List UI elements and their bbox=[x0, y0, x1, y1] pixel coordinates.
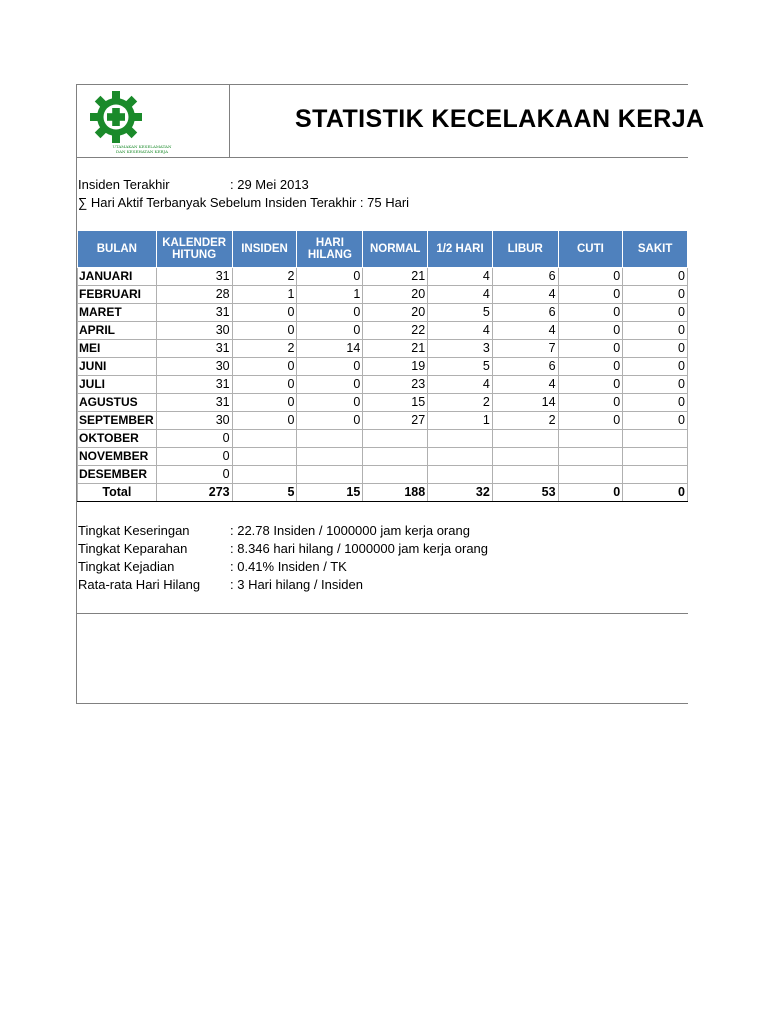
insiden-terakhir-label: Insiden Terakhir bbox=[78, 177, 170, 192]
value-cell: 14 bbox=[297, 340, 363, 358]
value-cell: 31 bbox=[156, 340, 232, 358]
total-value-cell: 15 bbox=[297, 484, 363, 502]
value-cell bbox=[428, 466, 493, 484]
month-cell: DESEMBER bbox=[78, 466, 157, 484]
value-cell bbox=[623, 430, 688, 448]
value-cell: 4 bbox=[428, 376, 493, 394]
value-cell: 0 bbox=[297, 412, 363, 430]
table-row bbox=[78, 448, 688, 466]
value-cell: 0 bbox=[558, 376, 623, 394]
total-value-cell: 273 bbox=[156, 484, 232, 502]
month-cell: AGUSTUS bbox=[78, 394, 157, 412]
value-cell: 0 bbox=[156, 466, 232, 484]
accident-statistics-table bbox=[77, 230, 688, 502]
value-cell: 15 bbox=[363, 394, 428, 412]
column-header: KALENDER HITUNG bbox=[156, 231, 232, 268]
value-cell: 0 bbox=[558, 304, 623, 322]
total-value-cell: 188 bbox=[363, 484, 428, 502]
value-cell: 3 bbox=[428, 340, 493, 358]
value-cell: 0 bbox=[558, 268, 623, 286]
stat-value: : 3 Hari hilang / Insiden bbox=[230, 577, 363, 592]
value-cell: 4 bbox=[492, 286, 558, 304]
stat-label: Tingkat Keparahan bbox=[78, 541, 188, 556]
value-cell: 31 bbox=[156, 394, 232, 412]
value-cell: 31 bbox=[156, 304, 232, 322]
value-cell: 6 bbox=[492, 304, 558, 322]
month-cell: FEBRUARI bbox=[78, 286, 157, 304]
value-cell: 4 bbox=[492, 376, 558, 394]
value-cell: 0 bbox=[623, 358, 688, 376]
total-value-cell: 0 bbox=[623, 484, 688, 502]
value-cell: 4 bbox=[428, 268, 493, 286]
month-cell: MARET bbox=[78, 304, 157, 322]
column-header: LIBUR bbox=[492, 231, 558, 268]
value-cell: 0 bbox=[232, 394, 297, 412]
value-cell bbox=[623, 466, 688, 484]
value-cell: 22 bbox=[363, 322, 428, 340]
value-cell: 2 bbox=[232, 340, 297, 358]
month-cell: MEI bbox=[78, 340, 157, 358]
value-cell: 21 bbox=[363, 340, 428, 358]
value-cell: 0 bbox=[232, 322, 297, 340]
table-row bbox=[78, 322, 688, 340]
value-cell: 0 bbox=[297, 268, 363, 286]
value-cell: 0 bbox=[297, 304, 363, 322]
value-cell bbox=[492, 430, 558, 448]
month-cell: NOVEMBER bbox=[78, 448, 157, 466]
value-cell: 0 bbox=[558, 412, 623, 430]
value-cell: 0 bbox=[558, 286, 623, 304]
value-cell: 6 bbox=[492, 268, 558, 286]
stat-label: Rata-rata Hari Hilang bbox=[78, 577, 201, 592]
value-cell bbox=[297, 466, 363, 484]
logo-caption-line2: DAN KESEHATAN KERJA bbox=[115, 149, 169, 154]
value-cell: 28 bbox=[156, 286, 232, 304]
month-cell: OKTOBER bbox=[78, 430, 157, 448]
value-cell bbox=[363, 430, 428, 448]
value-cell: 2 bbox=[492, 412, 558, 430]
value-cell: 0 bbox=[623, 340, 688, 358]
table-row bbox=[78, 394, 688, 412]
value-cell: 5 bbox=[428, 304, 493, 322]
value-cell: 19 bbox=[363, 358, 428, 376]
logo-cell bbox=[77, 85, 230, 157]
value-cell bbox=[363, 466, 428, 484]
table-body bbox=[78, 268, 688, 502]
total-value-cell: 5 bbox=[232, 484, 297, 502]
divider bbox=[77, 613, 688, 614]
value-cell: 31 bbox=[156, 268, 232, 286]
table-row bbox=[78, 304, 688, 322]
value-cell bbox=[428, 430, 493, 448]
total-value-cell: 53 bbox=[492, 484, 558, 502]
value-cell: 0 bbox=[156, 430, 232, 448]
column-header: HARI HILANG bbox=[297, 231, 363, 268]
table-row bbox=[78, 430, 688, 448]
value-cell: 20 bbox=[363, 304, 428, 322]
k3-logo-icon bbox=[86, 89, 146, 145]
value-cell: 1 bbox=[232, 286, 297, 304]
stat-value: : 0.41% Insiden / TK bbox=[230, 559, 347, 574]
month-cell: APRIL bbox=[78, 322, 157, 340]
value-cell bbox=[297, 448, 363, 466]
column-header: SAKIT bbox=[623, 231, 688, 268]
table-row bbox=[78, 376, 688, 394]
total-label: Total bbox=[78, 484, 157, 502]
value-cell: 23 bbox=[363, 376, 428, 394]
table-row bbox=[78, 286, 688, 304]
table-row bbox=[78, 466, 688, 484]
value-cell: 31 bbox=[156, 376, 232, 394]
column-header: 1/2 HARI bbox=[428, 231, 493, 268]
value-cell: 2 bbox=[232, 268, 297, 286]
column-header: CUTI bbox=[558, 231, 623, 268]
value-cell: 0 bbox=[297, 358, 363, 376]
value-cell: 21 bbox=[363, 268, 428, 286]
insiden-terakhir-value: : 29 Mei 2013 bbox=[230, 177, 309, 192]
value-cell: 0 bbox=[558, 358, 623, 376]
value-cell: 14 bbox=[492, 394, 558, 412]
value-cell bbox=[363, 448, 428, 466]
report-header bbox=[77, 85, 705, 158]
value-cell: 0 bbox=[623, 322, 688, 340]
value-cell: 0 bbox=[623, 412, 688, 430]
value-cell: 20 bbox=[363, 286, 428, 304]
value-cell: 27 bbox=[363, 412, 428, 430]
month-cell: SEPTEMBER bbox=[78, 412, 157, 430]
value-cell bbox=[232, 430, 297, 448]
value-cell bbox=[492, 466, 558, 484]
logo-caption bbox=[102, 144, 182, 154]
value-cell bbox=[428, 448, 493, 466]
logo-caption-line1: UTAMAKAN KESELAMATAN bbox=[112, 144, 172, 149]
stat-value: : 22.78 Insiden / 1000000 jam kerja orang bbox=[230, 523, 470, 538]
value-cell: 0 bbox=[232, 376, 297, 394]
hari-aktif-text: ∑ Hari Aktif Terbanyak Sebelum Insiden Terakhir : 75 Hari bbox=[78, 195, 410, 210]
value-cell bbox=[297, 430, 363, 448]
value-cell bbox=[232, 448, 297, 466]
value-cell: 0 bbox=[232, 304, 297, 322]
value-cell: 0 bbox=[623, 394, 688, 412]
stat-label: Tingkat Kejadian bbox=[78, 559, 175, 574]
stat-label: Tingkat Keseringan bbox=[78, 523, 190, 538]
value-cell: 30 bbox=[156, 322, 232, 340]
table-row bbox=[78, 340, 688, 358]
value-cell: 0 bbox=[623, 286, 688, 304]
value-cell bbox=[558, 430, 623, 448]
stat-value: : 8.346 hari hilang / 1000000 jam kerja orang bbox=[230, 541, 489, 556]
value-cell: 0 bbox=[623, 376, 688, 394]
total-value-cell: 32 bbox=[428, 484, 493, 502]
report-sheet bbox=[76, 84, 705, 704]
value-cell bbox=[232, 466, 297, 484]
value-cell: 4 bbox=[428, 322, 493, 340]
value-cell bbox=[558, 448, 623, 466]
table-row bbox=[78, 358, 688, 376]
value-cell: 0 bbox=[558, 340, 623, 358]
value-cell: 2 bbox=[428, 394, 493, 412]
table-header-row bbox=[78, 231, 688, 268]
value-cell: 0 bbox=[297, 394, 363, 412]
value-cell: 4 bbox=[428, 286, 493, 304]
column-header: INSIDEN bbox=[232, 231, 297, 268]
value-cell: 30 bbox=[156, 412, 232, 430]
value-cell: 7 bbox=[492, 340, 558, 358]
value-cell: 0 bbox=[232, 358, 297, 376]
total-row bbox=[78, 484, 688, 502]
value-cell: 6 bbox=[492, 358, 558, 376]
value-cell: 5 bbox=[428, 358, 493, 376]
value-cell: 0 bbox=[156, 448, 232, 466]
value-cell: 1 bbox=[428, 412, 493, 430]
value-cell bbox=[492, 448, 558, 466]
value-cell: 0 bbox=[623, 304, 688, 322]
table-row bbox=[78, 268, 688, 286]
month-cell: JULI bbox=[78, 376, 157, 394]
value-cell: 0 bbox=[297, 322, 363, 340]
value-cell: 30 bbox=[156, 358, 232, 376]
value-cell: 0 bbox=[232, 412, 297, 430]
month-cell: JANUARI bbox=[78, 268, 157, 286]
total-value-cell: 0 bbox=[558, 484, 623, 502]
value-cell: 1 bbox=[297, 286, 363, 304]
column-header: BULAN bbox=[78, 231, 157, 268]
month-cell: JUNI bbox=[78, 358, 157, 376]
value-cell: 0 bbox=[297, 376, 363, 394]
value-cell: 0 bbox=[623, 268, 688, 286]
value-cell: 4 bbox=[492, 322, 558, 340]
value-cell bbox=[623, 448, 688, 466]
page-title: STATISTIK KECELAKAAN KERJA bbox=[295, 105, 705, 133]
value-cell bbox=[558, 466, 623, 484]
value-cell: 0 bbox=[558, 394, 623, 412]
table-row bbox=[78, 412, 688, 430]
column-header: NORMAL bbox=[363, 231, 428, 268]
value-cell: 0 bbox=[558, 322, 623, 340]
